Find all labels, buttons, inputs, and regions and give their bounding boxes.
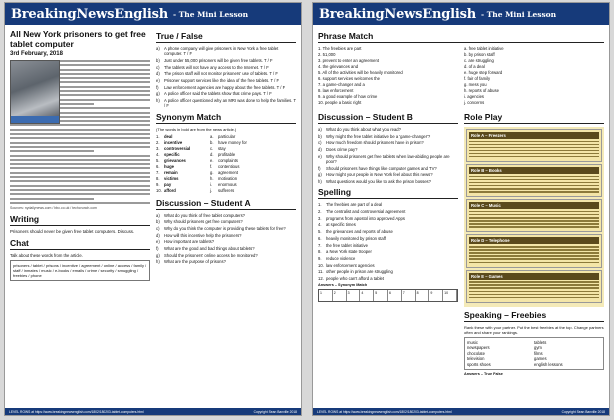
answer-cell[interactable]: 6 [388, 290, 402, 301]
item-letter: i. [210, 181, 213, 187]
text-line [10, 176, 150, 178]
synonym-word: deal [164, 133, 173, 139]
footer-link[interactable]: LEVEL ROWS at https://www.breakingnewsenglish.com/1802/180203-tablet-computers.html [317, 409, 452, 414]
true-false-item [156, 78, 296, 83]
item-number: b) [156, 57, 160, 63]
item-number: 7. [318, 242, 322, 248]
true-false-list [156, 46, 296, 109]
synonym-word: specific [164, 151, 180, 157]
item-text: A police officer questioned why an MRI was done to help the families. T / F [164, 98, 296, 109]
item-number: g) [318, 172, 322, 178]
item-number: 6. [318, 235, 322, 241]
synonym-word: afford [164, 187, 176, 193]
item-letter: f. [210, 163, 213, 169]
discussion-b-item [318, 147, 458, 152]
item-letter: a. [210, 133, 214, 139]
text-line [10, 193, 150, 195]
text-line [10, 167, 150, 169]
true-false-heading: True / False [156, 31, 296, 43]
role-card [466, 199, 602, 232]
discussion-b-item [318, 166, 458, 171]
phrase-match-item: 10. people a basic right [318, 100, 362, 105]
item-number: d) [156, 71, 160, 77]
item-number: 8. [156, 175, 160, 181]
spelling-item [318, 222, 458, 227]
phrase-match-left [318, 46, 458, 106]
item-letter: j. [210, 187, 213, 193]
phrase-match-item: b. by prison staff [464, 52, 495, 57]
role-text-line [469, 249, 599, 250]
item-number: 6. [156, 163, 160, 169]
text-line [10, 198, 94, 200]
answers-tf-label: Answers – True False [464, 372, 503, 377]
text-line [10, 129, 150, 131]
discussion-b-item [318, 134, 458, 139]
role-text-line [469, 144, 599, 145]
item-text: reduce violence [326, 255, 356, 261]
spelling-item [318, 263, 458, 268]
item-number: f) [156, 246, 159, 252]
synonym-match: profitable [218, 151, 236, 157]
item-text: the grievances and reports of abuse [326, 229, 393, 235]
speaking-item: gym [534, 345, 542, 351]
item-number: 3. [156, 145, 160, 151]
item-number: a) [156, 212, 160, 218]
role-text-line [469, 150, 599, 151]
discussion-b-item [318, 140, 458, 145]
item-number: 1. [156, 133, 160, 139]
synonym-intro: (The words in bold are from the news article.) [156, 126, 237, 132]
role-text-line [469, 153, 599, 154]
item-number: 12. [318, 276, 324, 282]
right-column [156, 29, 296, 281]
phrase-match-item: 4. the grievances and [318, 64, 359, 69]
synonym-word: grievances [164, 157, 186, 163]
item-number: 9. [156, 181, 160, 187]
item-text: at specific times [326, 222, 356, 228]
discussion-a-item [156, 239, 296, 244]
text-line [10, 189, 150, 191]
item-number: 5. [156, 157, 160, 163]
discussion-a-item [156, 226, 296, 231]
item-text: What do you think of free tablet computers? [164, 212, 246, 218]
true-false-item [156, 98, 296, 108]
speaking-item: english lessons [534, 361, 563, 367]
item-text: The freebies are part of a deal [326, 202, 383, 208]
role-text-line [469, 297, 599, 298]
true-false-item [156, 46, 296, 56]
phrase-match-item: e. huge step forward [464, 70, 503, 75]
item-number: 9. [318, 255, 322, 261]
item-number: a) [156, 46, 160, 51]
synonym-word: controversial [164, 145, 191, 151]
synonym-match: sufferers [218, 187, 235, 193]
item-number: c) [156, 225, 160, 231]
synonym-match: contentious [218, 163, 240, 169]
answer-cell[interactable]: 7 [402, 290, 416, 301]
phrase-match-item: g. mess you [464, 82, 487, 87]
role-text-line [469, 214, 599, 215]
item-text: How important are tablets? [164, 239, 215, 245]
true-false-item [156, 71, 296, 76]
item-text: Should prisoners have things like computer games and TV? [326, 165, 437, 171]
item-letter: b. [210, 139, 214, 145]
role-text-line [469, 217, 599, 218]
article-date: 3rd February, 2018 [10, 51, 63, 57]
synonym-match: agreement [218, 169, 239, 175]
item-text: a New York state trooper [326, 249, 372, 255]
phrase-match-item: c. are struggling [464, 58, 494, 63]
speaking-intro: Rank these with your partner. Put the best freebies at the top. Change partners often and share your rankings. [464, 324, 604, 335]
role-title: Role A – Freezers [469, 132, 599, 139]
item-number: 10. [156, 187, 162, 193]
role-text-line [469, 179, 599, 180]
role-text-line [469, 252, 599, 253]
role-card [466, 234, 602, 267]
discussion-a-item [156, 219, 296, 224]
discussion-b-heading: Discussion – Student B [318, 112, 458, 124]
role-text-line [469, 188, 599, 189]
phrase-match-item: i. agencies [464, 94, 485, 99]
synonym-word: huge [164, 163, 175, 169]
role-text-line [469, 141, 599, 142]
item-text: How will this incentive help the prisoners? [164, 232, 242, 238]
speaking-item: games [534, 356, 547, 362]
footer-link[interactable]: LEVEL ROWS at https://www.breakingnewsenglish.com/1802/180203-tablet-computers.html [9, 409, 144, 414]
synonym-match: stay [218, 145, 226, 151]
item-text: other people in prison are struggling [326, 269, 393, 275]
role-text-line [469, 291, 599, 292]
discussion-a-heading: Discussion – Student A [156, 198, 296, 210]
phrase-match-item: f. fair of family [464, 76, 491, 81]
true-false-item [156, 58, 296, 63]
item-number: g) [156, 252, 160, 258]
spelling-item [318, 209, 458, 214]
text-line [10, 142, 150, 144]
synonym-match: enormous [218, 181, 237, 187]
item-text: Law enforcement agencies are happy about the free tablets. T / F [164, 84, 286, 90]
synonym-heading: Synonym Match [156, 112, 296, 124]
spelling-item [318, 216, 458, 221]
speaking-list [464, 337, 604, 371]
spelling-list [318, 202, 458, 281]
synonym-match: particular [218, 133, 236, 139]
phrase-match-item: 1. The freebies are part [318, 46, 362, 51]
role-text-line [469, 246, 599, 247]
discussion-a-item [156, 259, 296, 264]
item-number: 1. [318, 202, 322, 208]
phrase-match-item: h. reports of abuse [464, 88, 499, 93]
item-number: b) [156, 219, 160, 225]
synonym-word: victims [164, 175, 179, 181]
discussion-a-item [156, 253, 296, 258]
item-number: a) [318, 127, 322, 132]
item-number: 10. [318, 262, 324, 268]
text-line [10, 159, 150, 161]
speaking-item: chocolate [467, 350, 485, 356]
left-page [4, 2, 302, 416]
role-text-line [469, 294, 599, 295]
item-number: f) [318, 165, 321, 171]
item-number: b) [318, 133, 322, 139]
item-text: How might your people in New York feel about this news? [326, 172, 433, 178]
brand-title: BreakingNewsEnglish [319, 6, 476, 22]
discussion-b-item [318, 127, 458, 132]
role-play-panel [464, 127, 604, 307]
text-line [10, 155, 150, 157]
role-text-line [469, 226, 599, 227]
item-letter: c. [210, 145, 214, 151]
item-text: What do you think about what you read? [326, 127, 401, 132]
text-line [10, 137, 150, 139]
phrase-match-item: 3. prevent to enter an agreement [318, 58, 379, 63]
spelling-item [318, 256, 458, 261]
phrase-match-item: d. of a deal [464, 64, 485, 69]
item-number: f) [156, 84, 159, 90]
spelling-item [318, 236, 458, 241]
speaking-item: tablets [534, 339, 547, 345]
item-number: 11. [318, 269, 324, 275]
right-footer [313, 408, 609, 415]
text-line [10, 163, 150, 165]
phrase-match-item: a. free tablet initiative [464, 46, 504, 51]
item-text: The centralist and controversial agreement [326, 209, 406, 215]
item-number: 7. [156, 169, 160, 175]
role-card [466, 270, 602, 303]
brand-subtitle: - The Mini Lesson [480, 9, 557, 19]
role-card [466, 164, 602, 197]
synonym-match: complaints [218, 157, 239, 163]
footer-copyright: Copyright Sean Banville 2018 [561, 409, 605, 414]
role-text-line [469, 287, 599, 288]
left-column [10, 29, 150, 281]
synonym-word: pay [164, 181, 172, 187]
item-text: A police officer said the tablets show that crime pays. T / F [164, 91, 272, 97]
phrase-match-item: 2. 51,000 [318, 52, 336, 57]
item-text: programs from apostol into approved Apps [326, 215, 405, 221]
photo-caption-bar [11, 116, 59, 123]
item-text: people who can't afford a tablet [326, 276, 384, 282]
answers-grid [318, 289, 458, 302]
answer-cell[interactable]: 8 [416, 290, 430, 301]
true-false-item [156, 91, 296, 96]
spelling-item [318, 243, 458, 248]
discussion-a-item [156, 233, 296, 238]
answers-label: Answers – Synonym Match [318, 283, 368, 288]
phrase-match-right [464, 46, 604, 106]
text-line [10, 185, 150, 187]
phrase-match-item: 9. a good example of how crime [318, 94, 378, 99]
phrase-match-item: j. concerns [464, 100, 485, 105]
role-text-line [469, 182, 599, 183]
text-line [10, 150, 94, 152]
item-text: The tablets will not have any access to the Internet. T / F [164, 64, 269, 70]
text-line [10, 172, 150, 174]
right-page-left-column [318, 110, 458, 376]
phrase-match-heading: Phrase Match [318, 31, 604, 43]
discussion-b-item [318, 179, 458, 184]
role-text-line [469, 147, 599, 148]
answer-cell[interactable]: 2 [333, 290, 347, 301]
speaking-heading: Speaking – Freebies [464, 310, 604, 322]
role-text-line [469, 262, 599, 263]
text-line [10, 180, 150, 182]
footer-copyright: Copyright Sean Banville 2018 [253, 409, 297, 414]
synonym-word: incentive [164, 139, 183, 145]
item-letter: d. [210, 151, 214, 157]
role-text-line [469, 255, 599, 256]
item-text: The prison staff will not monitor prisoners' use of tablets. T / F [164, 71, 278, 77]
role-title: Role C – Music [469, 202, 599, 209]
phrase-match-item: 7. a game-changer and a [318, 82, 365, 87]
text-line [10, 133, 150, 135]
answer-cell[interactable]: 1 [319, 290, 333, 301]
text-line [10, 124, 150, 126]
item-text: law enforcement agencies [326, 262, 375, 268]
spelling-item [318, 269, 458, 274]
synonym-match: motivation [218, 175, 238, 181]
item-text: Why should prisoners get free computers? [164, 219, 243, 225]
role-text-line [469, 284, 599, 285]
phrase-match-item: 6. support services welcomes the [318, 76, 380, 81]
speaking-item: sports shoes [467, 361, 491, 367]
role-text-line [469, 156, 599, 157]
item-number: 2. [318, 209, 322, 215]
discussion-a-item [156, 246, 296, 251]
item-number: h) [156, 259, 160, 265]
synonym-list [156, 134, 296, 194]
item-text: What are the good and bad things about tablets? [164, 246, 255, 252]
item-number: d) [318, 147, 322, 153]
role-title: Role D – Telephone [469, 237, 599, 244]
role-text-line [469, 220, 599, 221]
role-text-line [469, 211, 599, 212]
item-text: What are the purpose of prisons? [164, 259, 226, 265]
role-play-heading: Role Play [464, 112, 604, 124]
item-number: 3. [318, 215, 322, 221]
phrase-match-item: 8. law enforcement [318, 88, 354, 93]
true-false-item [156, 85, 296, 90]
chat-intro: Talk about these words from the article. [10, 252, 83, 258]
item-number: d) [156, 232, 160, 238]
article-title: All New York prisoners to get free tablet computer [10, 29, 146, 49]
item-number: e) [156, 239, 160, 245]
item-text: Why should prisoners get free tablets when law-abiding people are poor? [326, 153, 450, 165]
right-page [312, 2, 610, 416]
left-footer [5, 408, 301, 415]
discussion-a-list [156, 213, 296, 265]
item-text: Should the prisoners' online access be monitored? [164, 252, 258, 258]
item-text: Why do you think the computer is providing these tablets for free? [164, 225, 286, 231]
answer-cell[interactable]: 9 [429, 290, 443, 301]
discussion-b-item [318, 154, 458, 164]
answer-cell[interactable]: 3 [347, 290, 361, 301]
item-text: Does crime pay? [326, 147, 358, 153]
item-number: 5. [318, 229, 322, 235]
synonym-match: have money for [218, 139, 247, 145]
item-number: 2. [156, 139, 160, 145]
item-number: h) [318, 179, 322, 185]
writing-text: Prisoners should never be given free tablet computers. Discuss. [10, 229, 135, 235]
discussion-a-item [156, 213, 296, 218]
brand-subtitle: - The Mini Lesson [172, 9, 249, 19]
item-number: e) [156, 78, 160, 84]
speaking-item: music [467, 339, 478, 345]
item-letter: h. [210, 175, 214, 181]
true-false-item [156, 65, 296, 70]
spelling-item [318, 249, 458, 254]
item-text: Why might the free tablet initiative be a 'game-changer'? [326, 133, 431, 139]
discussion-b-item [318, 172, 458, 177]
role-text-line [469, 191, 599, 192]
chat-heading: Chat [10, 238, 150, 250]
chat-words-box: prisoners / tablet / prisons / incentive / agreement / online / access / family / staff / inmates / music / e-books / emails / crime / security / smuggling / freebies / phone [10, 260, 150, 281]
item-number: e) [318, 153, 322, 159]
item-text: Prisoner support services like the idea of the free tablets. T / F [164, 78, 280, 84]
item-number: g) [156, 91, 160, 97]
brand-title: BreakingNewsEnglish [11, 6, 168, 22]
item-text: heavily monitored by prison staff [326, 235, 386, 241]
item-number: 4. [318, 222, 322, 228]
item-number: 4. [156, 151, 160, 157]
right-page-right-column [464, 110, 604, 376]
role-text-line [469, 258, 599, 259]
item-number: 8. [318, 249, 322, 255]
text-line [10, 146, 150, 148]
item-letter: e. [210, 157, 214, 163]
spelling-item [318, 229, 458, 234]
item-text: What questions would you like to ask the prison bosses? [326, 179, 431, 185]
role-text-line [469, 281, 599, 282]
item-text: Just under 55,000 prisoners will be given free tablets. T / F [164, 57, 273, 63]
article-sources: Sources: nydailynews.com / bbc.co.uk / techcrunch.com [10, 206, 97, 211]
role-text-line [469, 176, 599, 177]
writing-heading: Writing [10, 214, 150, 226]
header-banner [313, 3, 609, 25]
item-number: c) [318, 140, 322, 146]
text-line [10, 202, 150, 204]
header-banner [5, 3, 301, 25]
role-text-line [469, 185, 599, 186]
article-photo [10, 60, 60, 124]
role-title: Role E – Games [469, 273, 599, 280]
item-text: A phone company will give prisoners in New York a free tablet computer. T / F [164, 46, 279, 57]
answer-cell[interactable]: 4 [360, 290, 374, 301]
role-card [466, 129, 602, 162]
speaking-item: films [534, 350, 543, 356]
discussion-b-list [318, 127, 458, 184]
item-text: the free tablet initiative [326, 242, 368, 248]
item-number: c) [156, 64, 160, 70]
spelling-item [318, 202, 458, 207]
spelling-item [318, 276, 458, 281]
role-text-line [469, 223, 599, 224]
item-number: h) [156, 98, 160, 104]
item-letter: g. [210, 169, 214, 175]
speaking-item: newspapers [467, 345, 490, 351]
answer-cell[interactable]: 5 [374, 290, 388, 301]
speaking-item: television [467, 356, 485, 362]
role-title: Role B – Books [469, 167, 599, 174]
phrase-match-table [318, 46, 604, 106]
answer-cell[interactable]: 10 [443, 290, 457, 301]
phrase-match-item: 5. All of the activities will be heavily monitored [318, 70, 403, 75]
synonym-row [156, 188, 296, 194]
spelling-heading: Spelling [318, 187, 458, 199]
item-text: How much freedom should prisoners have in prison? [326, 140, 424, 146]
synonym-word: remain [164, 169, 178, 175]
